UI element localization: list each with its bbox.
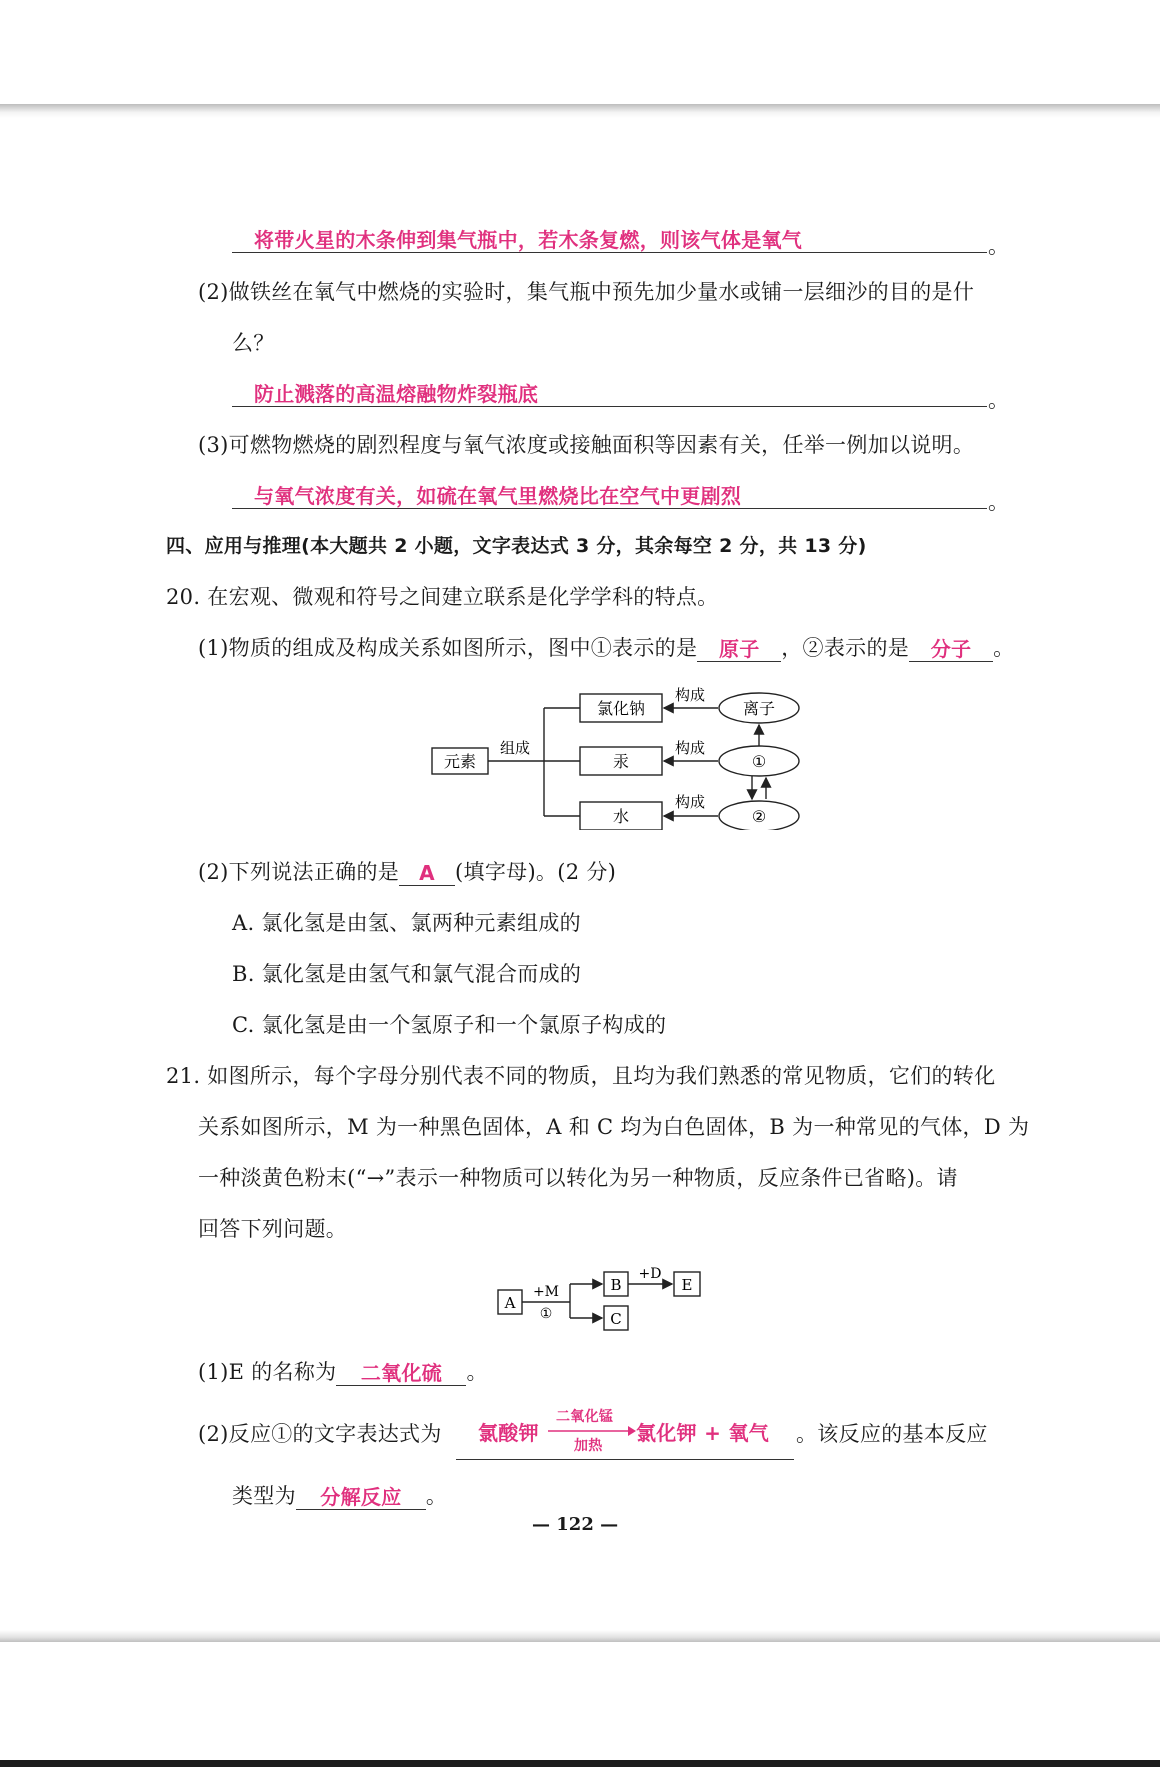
q21-part3 xyxy=(232,1482,447,1510)
composition-diagram xyxy=(420,680,810,830)
option-a: A. 氯化氢是由氢、氯两种元素组成的 xyxy=(232,911,581,935)
ion-label: 离子 xyxy=(742,699,776,718)
equation-arrow xyxy=(546,1424,638,1438)
label-plus-d: +D xyxy=(638,1266,662,1282)
q21-part2-text-b: 。该反应的基本反应 xyxy=(796,1422,988,1446)
q21-answer-1: 二氧化硫 xyxy=(336,1359,466,1386)
q20-answer-1: 原子 xyxy=(697,635,781,662)
q20-part1-text-a: (1)物质的组成及构成关系如图所示，图中①表示的是 xyxy=(198,636,698,660)
label-c: C xyxy=(610,1310,622,1328)
circle-2-label: ② xyxy=(751,807,767,826)
equation-condition: 加热 xyxy=(574,1438,603,1454)
compose-label: 组成 xyxy=(499,739,531,757)
q21-part3-text-a: 类型为 xyxy=(232,1484,296,1508)
q21-line4: 回答下列问题。 xyxy=(198,1217,348,1241)
bottom-margin xyxy=(0,1642,1160,1760)
equation-right: 氯化钾 + 氧气 xyxy=(636,1421,770,1445)
conversion-diagram xyxy=(490,1262,710,1336)
water-label: 水 xyxy=(612,807,630,826)
equation-catalyst: 二氧化锰 xyxy=(556,1409,614,1425)
q21-part2-text-a: (2)反应①的文字表达式为 xyxy=(198,1422,442,1446)
label-a: A xyxy=(504,1294,516,1312)
page-top-edge xyxy=(0,104,1160,118)
mercury-label: 汞 xyxy=(612,752,630,771)
q21-part1-text-b: 。 xyxy=(466,1360,488,1384)
period-2: 。 xyxy=(988,388,1010,412)
label-plus-m: +M xyxy=(532,1284,560,1300)
q20-part1-text-c: 。 xyxy=(993,636,1015,660)
q21-part1 xyxy=(198,1358,488,1386)
period-1: 。 xyxy=(988,234,1010,258)
build-label-2: 构成 xyxy=(674,739,706,757)
label-e: E xyxy=(681,1276,693,1294)
option-c: C. 氯化氢是由一个氢原子和一个氯原子构成的 xyxy=(232,1013,667,1037)
build-label-1: 构成 xyxy=(674,686,706,704)
bottom-bar xyxy=(0,1760,1160,1767)
page-bottom-edge xyxy=(0,1630,1160,1642)
top-margin xyxy=(0,0,1160,104)
q19-part3: (3)可燃物燃烧的剧烈程度与氧气浓度或接触面积等因素有关，任举一例加以说明。 xyxy=(198,433,975,457)
q20-part1-text-b: ，②表示的是 xyxy=(781,636,910,660)
q20-part2-text-a: (2)下列说法正确的是 xyxy=(198,860,400,884)
page-number: — 122 — xyxy=(532,1514,619,1535)
q21-line1: 21. 如图所示，每个字母分别代表不同的物质，且均为我们熟悉的常见物质，它们的转化 xyxy=(166,1064,996,1088)
q20-part2-text-b: (填字母)。(2 分) xyxy=(455,860,617,884)
q21-line3: 一种淡黄色粉末(“→”表示一种物质可以转化为另一种物质，反应条件已省略)。请 xyxy=(198,1166,958,1190)
q19-part2-line1: (2)做铁丝在氧气中燃烧的实验时，集气瓶中预先加少量水或铺一层细沙的目的是什 xyxy=(198,280,975,304)
q21-answer-3: 分解反应 xyxy=(296,1483,426,1510)
q21-part1-text-a: (1)E 的名称为 xyxy=(198,1360,337,1384)
answer-1: 将带火星的木条伸到集气瓶中，若木条复燃，则该气体是氧气 xyxy=(254,228,803,252)
q20-part2 xyxy=(198,858,616,886)
q21-line2: 关系如图所示，M 为一种黑色固体，A 和 C 均为白色固体，B 为一种常见的气体，D 为 xyxy=(198,1115,1030,1139)
label-circle-1: ① xyxy=(539,1306,553,1322)
option-b: B. 氯化氢是由氢气和氯气混合而成的 xyxy=(232,962,582,986)
period-3: 。 xyxy=(988,490,1010,514)
nacl-label: 氯化钠 xyxy=(596,699,646,718)
q20-answer-2: 分子 xyxy=(909,635,993,662)
build-label-3: 构成 xyxy=(674,793,706,811)
equation-left: 氯酸钾 xyxy=(478,1421,539,1445)
q21-part3-text-b: 。 xyxy=(425,1484,448,1508)
q19-part2-line2: 么？ xyxy=(232,331,275,355)
label-b: B xyxy=(610,1276,622,1294)
q20-stem: 20. 在宏观、微观和符号之间建立联系是化学学科的特点。 xyxy=(166,585,719,609)
answer-2: 防止溅落的高温熔融物炸裂瓶底 xyxy=(254,382,539,406)
answer-3: 与氧气浓度有关，如硫在氧气里燃烧比在空气中更剧烈 xyxy=(254,484,742,508)
element-label: 元素 xyxy=(443,752,477,771)
q20-part2-answer: A xyxy=(399,859,455,886)
section-heading: 四、应用与推理(本大题共 2 小题，文字表达式 3 分，其余每空 2 分，共 13 分) xyxy=(166,535,867,557)
circle-1-label: ① xyxy=(751,752,767,771)
q20-part1 xyxy=(198,634,1014,662)
